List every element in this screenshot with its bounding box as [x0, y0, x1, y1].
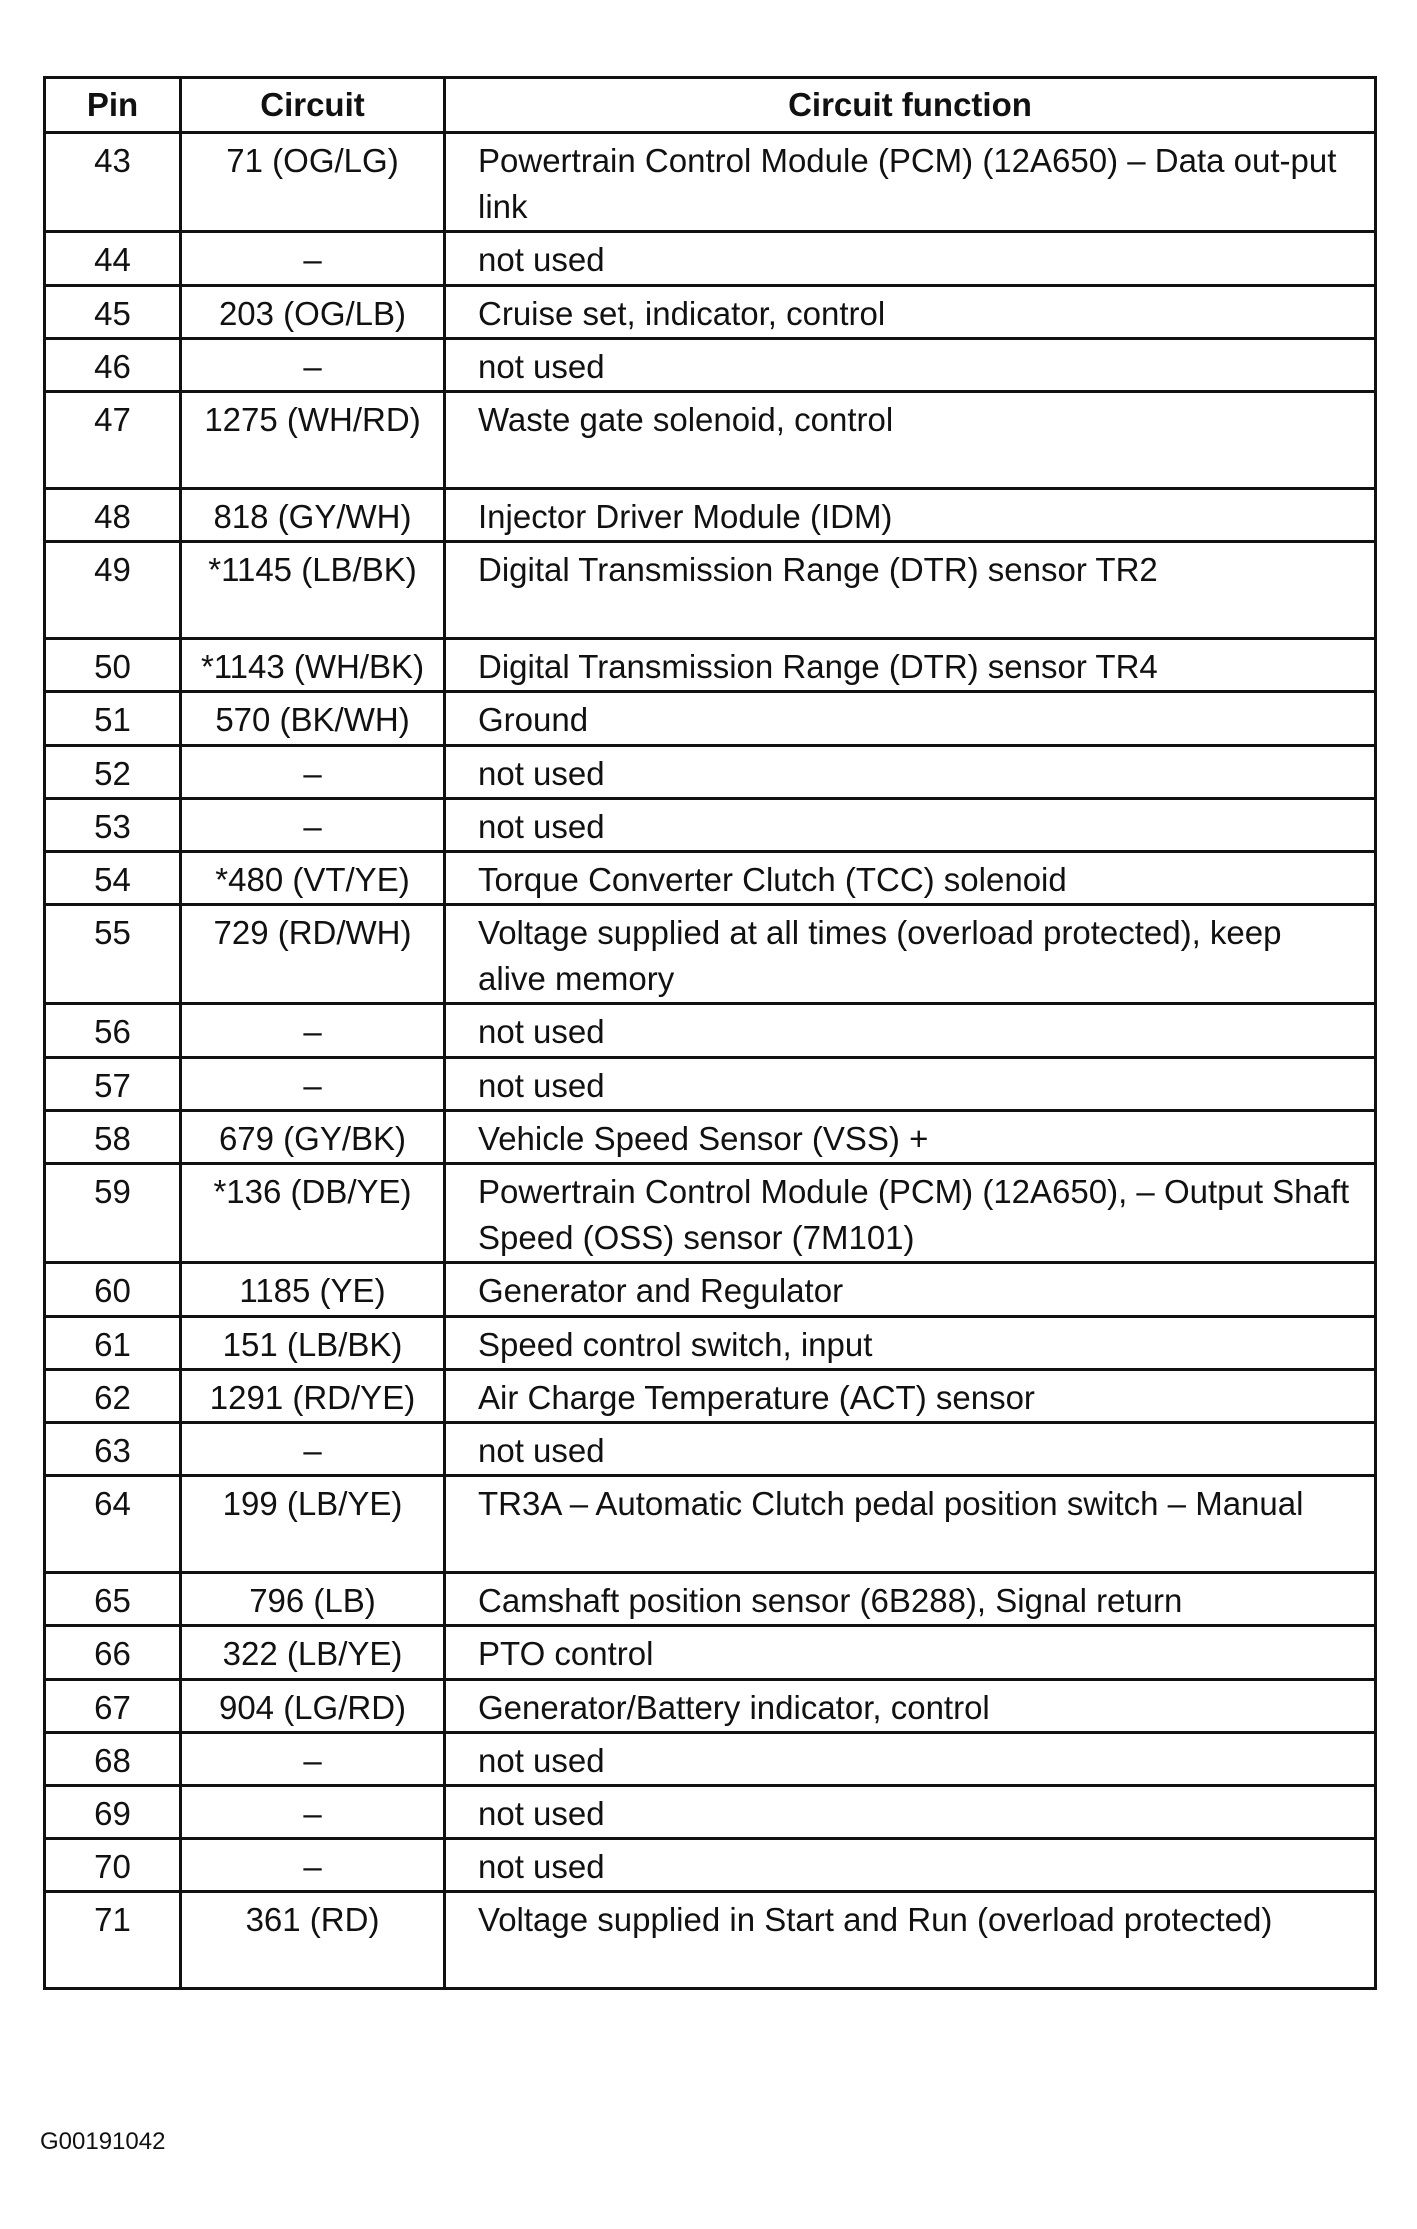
circuit-cell: *136 (DB/YE) [181, 1164, 445, 1263]
circuit-function-cell: not used [445, 1732, 1376, 1785]
table-row [45, 1679, 1376, 1732]
circuit-cell: *1145 (LB/BK) [181, 542, 445, 639]
table-row [45, 1892, 1376, 1989]
pin-table [43, 76, 1377, 1990]
table-row [45, 1839, 1376, 1892]
circuit-function-cell: Generator/Battery indicator, control [445, 1679, 1376, 1732]
table-row [45, 338, 1376, 391]
pin-cell: 46 [45, 338, 181, 391]
pin-cell: 56 [45, 1004, 181, 1057]
circuit-function-cell: Torque Converter Clutch (TCC) solenoid [445, 851, 1376, 904]
circuit-function-cell: PTO control [445, 1626, 1376, 1679]
pin-cell: 45 [45, 285, 181, 338]
circuit-cell: – [181, 1057, 445, 1110]
pin-cell: 66 [45, 1626, 181, 1679]
pin-cell: 61 [45, 1316, 181, 1369]
circuit-function-cell: not used [445, 1839, 1376, 1892]
circuit-cell: 361 (RD) [181, 1892, 445, 1989]
pin-cell: 65 [45, 1573, 181, 1626]
circuit-cell: 904 (LG/RD) [181, 1679, 445, 1732]
circuit-function-cell: Air Charge Temperature (ACT) sensor [445, 1369, 1376, 1422]
circuit-function-cell: Speed control switch, input [445, 1316, 1376, 1369]
circuit-function-cell: not used [445, 798, 1376, 851]
circuit-cell: 796 (LB) [181, 1573, 445, 1626]
circuit-cell: 199 (LB/YE) [181, 1476, 445, 1573]
table-row [45, 692, 1376, 745]
pin-cell: 60 [45, 1263, 181, 1316]
table-row [45, 542, 1376, 639]
header-circuit-function: Circuit function [445, 78, 1376, 133]
circuit-function-cell: not used [445, 232, 1376, 285]
pin-cell: 53 [45, 798, 181, 851]
circuit-cell: *480 (VT/YE) [181, 851, 445, 904]
circuit-cell: – [181, 798, 445, 851]
table-row [45, 905, 1376, 1004]
circuit-function-cell: Cruise set, indicator, control [445, 285, 1376, 338]
circuit-function-cell: Digital Transmission Range (DTR) sensor TR4 [445, 639, 1376, 692]
table-row [45, 1369, 1376, 1422]
pin-cell: 67 [45, 1679, 181, 1732]
table-row [45, 232, 1376, 285]
pin-cell: 47 [45, 391, 181, 488]
table-row [45, 1263, 1376, 1316]
circuit-function-cell: TR3A – Automatic Clutch pedal position switch – Manual [445, 1476, 1376, 1573]
table-row [45, 1573, 1376, 1626]
table-row [45, 1422, 1376, 1475]
circuit-function-cell: not used [445, 1004, 1376, 1057]
pin-cell: 62 [45, 1369, 181, 1422]
circuit-function-cell: not used [445, 338, 1376, 391]
circuit-cell: 1185 (YE) [181, 1263, 445, 1316]
circuit-cell: 203 (OG/LB) [181, 285, 445, 338]
table-row [45, 1110, 1376, 1163]
circuit-function-cell: Waste gate solenoid, control [445, 391, 1376, 488]
pin-cell: 55 [45, 905, 181, 1004]
pin-cell: 54 [45, 851, 181, 904]
circuit-function-cell: not used [445, 1422, 1376, 1475]
circuit-cell: – [181, 232, 445, 285]
table-row [45, 133, 1376, 232]
table-row [45, 639, 1376, 692]
circuit-cell: 1291 (RD/YE) [181, 1369, 445, 1422]
figure-id: G00191042 [40, 2128, 166, 2155]
pin-cell: 58 [45, 1110, 181, 1163]
circuit-function-cell: Ground [445, 692, 1376, 745]
circuit-cell: 322 (LB/YE) [181, 1626, 445, 1679]
circuit-function-cell: Camshaft position sensor (6B288), Signal return [445, 1573, 1376, 1626]
pin-cell: 63 [45, 1422, 181, 1475]
circuit-cell: – [181, 1839, 445, 1892]
circuit-function-cell: Injector Driver Module (IDM) [445, 488, 1376, 541]
circuit-function-cell: Voltage supplied in Start and Run (overload protected) [445, 1892, 1376, 1989]
pin-cell: 68 [45, 1732, 181, 1785]
circuit-function-cell: not used [445, 1057, 1376, 1110]
circuit-cell: 1275 (WH/RD) [181, 391, 445, 488]
pin-cell: 44 [45, 232, 181, 285]
circuit-cell: – [181, 338, 445, 391]
circuit-function-cell: Powertrain Control Module (PCM) (12A650), – Output Shaft Speed (OSS) sensor (7M101) [445, 1164, 1376, 1263]
circuit-cell: 71 (OG/LG) [181, 133, 445, 232]
table-row [45, 1004, 1376, 1057]
circuit-function-cell: Voltage supplied at all times (overload protected), keep alive memory [445, 905, 1376, 1004]
table-row [45, 1732, 1376, 1785]
pin-cell: 48 [45, 488, 181, 541]
pin-cell: 43 [45, 133, 181, 232]
circuit-cell: – [181, 745, 445, 798]
circuit-cell: 729 (RD/WH) [181, 905, 445, 1004]
circuit-function-cell: Powertrain Control Module (PCM) (12A650) – Data out-put link [445, 133, 1376, 232]
circuit-function-cell: Generator and Regulator [445, 1263, 1376, 1316]
header-pin: Pin [45, 78, 181, 133]
table-row [45, 1476, 1376, 1573]
table-row [45, 1626, 1376, 1679]
circuit-cell: – [181, 1422, 445, 1475]
circuit-cell: – [181, 1785, 445, 1838]
pin-cell: 50 [45, 639, 181, 692]
pin-cell: 69 [45, 1785, 181, 1838]
pin-cell: 57 [45, 1057, 181, 1110]
table-row [45, 745, 1376, 798]
pin-cell: 51 [45, 692, 181, 745]
pin-cell: 70 [45, 1839, 181, 1892]
circuit-function-cell: Vehicle Speed Sensor (VSS) + [445, 1110, 1376, 1163]
table-row [45, 798, 1376, 851]
circuit-function-cell: not used [445, 745, 1376, 798]
table-header-row [45, 78, 1376, 133]
pin-cell: 52 [45, 745, 181, 798]
pin-cell: 59 [45, 1164, 181, 1263]
table-row [45, 488, 1376, 541]
circuit-cell: 570 (BK/WH) [181, 692, 445, 745]
table-row [45, 1164, 1376, 1263]
circuit-cell: 679 (GY/BK) [181, 1110, 445, 1163]
circuit-cell: *1143 (WH/BK) [181, 639, 445, 692]
table-row [45, 1057, 1376, 1110]
table-row [45, 1316, 1376, 1369]
pin-cell: 64 [45, 1476, 181, 1573]
circuit-cell: – [181, 1004, 445, 1057]
circuit-cell: 818 (GY/WH) [181, 488, 445, 541]
table-row [45, 1785, 1376, 1838]
header-circuit: Circuit [181, 78, 445, 133]
circuit-cell: 151 (LB/BK) [181, 1316, 445, 1369]
table-row [45, 851, 1376, 904]
table-row [45, 285, 1376, 338]
circuit-cell: – [181, 1732, 445, 1785]
pin-cell: 71 [45, 1892, 181, 1989]
circuit-function-cell: Digital Transmission Range (DTR) sensor TR2 [445, 542, 1376, 639]
table-row [45, 391, 1376, 488]
pin-cell: 49 [45, 542, 181, 639]
circuit-function-cell: not used [445, 1785, 1376, 1838]
